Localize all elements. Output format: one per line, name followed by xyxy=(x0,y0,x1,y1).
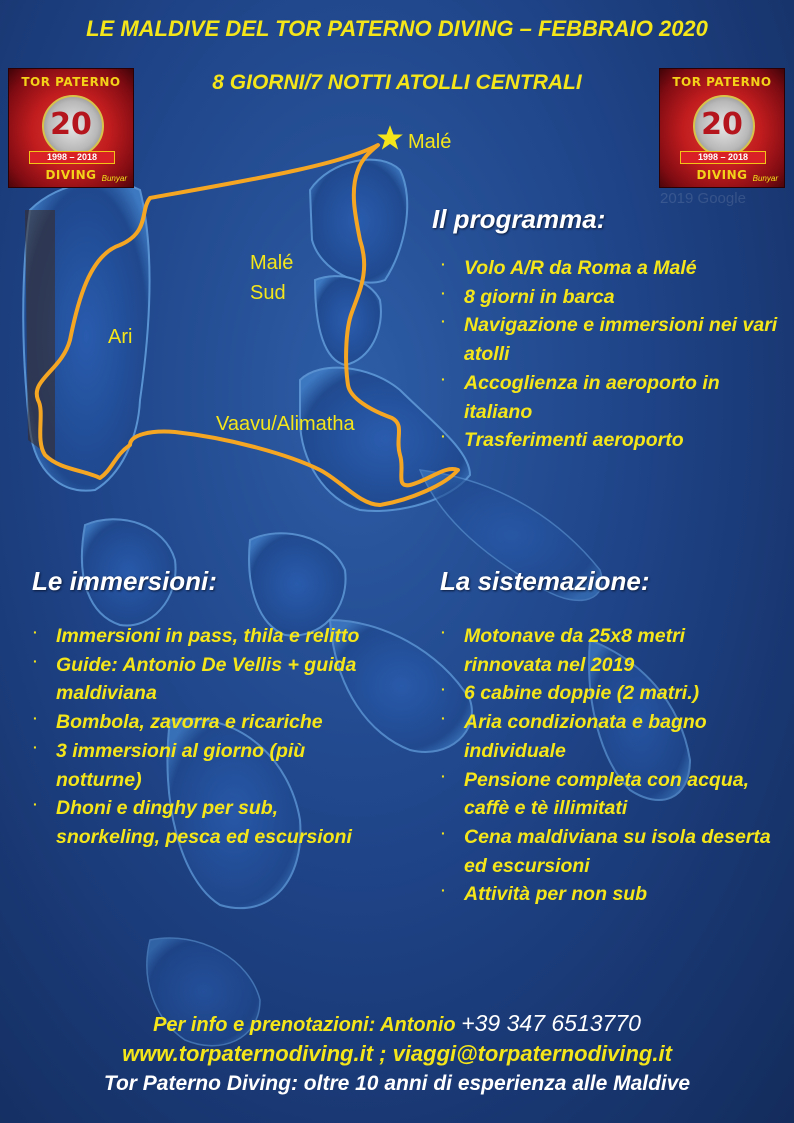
logo-band: 1998 – 2018 xyxy=(29,151,115,164)
male-star-icon xyxy=(376,124,404,152)
logo-signature: Bunyar xyxy=(752,174,778,183)
anniversary-logo-right xyxy=(659,68,785,188)
sistemazione-heading: La sistemazione: xyxy=(440,566,650,596)
contact-line xyxy=(0,1010,794,1037)
anniversary-logo-left xyxy=(8,68,134,188)
list-item: · 8 giorni in barca xyxy=(438,283,778,312)
list-item: · Volo A/R da Roma a Malé xyxy=(438,254,778,283)
list-item: · Trasferimenti aeroporto xyxy=(438,426,778,455)
map-label-vaavu: Vaavu/Alimatha xyxy=(216,413,355,435)
map-label-male: Malé xyxy=(408,131,452,153)
map-label-ari: Ari xyxy=(108,326,133,348)
list-item: · 6 cabine doppie (2 matri.) xyxy=(438,679,778,708)
map-label-male-sud-2: Sud xyxy=(250,282,286,304)
logo-bottom-text: DIVING xyxy=(45,168,97,182)
programma-heading: Il programma: xyxy=(432,204,606,234)
logo-top-text: TOR PATERNO xyxy=(21,75,121,89)
logo-signature: Bunyar xyxy=(101,174,127,183)
tagline: Tor Paterno Diving: oltre 10 anni di esperienza alle Maldive xyxy=(103,1072,691,1095)
list-item: · Dhoni e dinghy per sub, snorkeling, pesca ed escursioni xyxy=(30,794,375,851)
page-title: LE MALDIVE DEL TOR PATERNO DIVING – FEBBRAIO 2020 xyxy=(86,16,708,41)
list-item: · Cena maldiviana su isola deserta ed escursioni xyxy=(438,823,778,880)
list-item: · Accoglienza in aeroporto in italiano xyxy=(438,369,778,426)
map-label-male-sud-1: Malé xyxy=(250,252,294,274)
list-item: · Immersioni in pass, thila e relitto xyxy=(30,622,375,651)
list-item: · Pensione completa con acqua, caffè e tè illimitati xyxy=(438,766,778,823)
immersioni-list xyxy=(30,622,375,852)
list-item: · Motonave da 25x8 metri rinnovata nel 2019 xyxy=(438,622,778,679)
logo-bottom-text: DIVING xyxy=(696,168,748,182)
sistemazione-list xyxy=(438,622,778,909)
logo-number: 20 xyxy=(50,107,92,142)
contact-phone[interactable]: +39 347 6513770 xyxy=(461,1010,641,1036)
contact-label: Per info e prenotazioni: Antonio xyxy=(153,1014,456,1036)
web-email-line[interactable]: www.torpaternodiving.it ; viaggi@torpaternodiving.it xyxy=(122,1041,672,1066)
logo-top-text: TOR PATERNO xyxy=(672,75,772,89)
logo-band: 1998 – 2018 xyxy=(680,151,766,164)
list-item: · Aria condizionata e bagno individuale xyxy=(438,708,778,765)
list-item: · 3 immersioni al giorno (più notturne) xyxy=(30,737,375,794)
map-watermark: 2019 Google xyxy=(660,190,746,207)
programma-list xyxy=(438,254,778,455)
list-item: · Attività per non sub xyxy=(438,880,778,909)
page-subtitle: 8 GIORNI/7 NOTTI ATOLLI CENTRALI xyxy=(212,71,582,94)
logo-number: 20 xyxy=(701,107,743,142)
list-item: · Navigazione e immersioni nei vari atolli xyxy=(438,311,778,368)
list-item: · Bombola, zavorra e ricariche xyxy=(30,708,375,737)
immersioni-heading: Le immersioni: xyxy=(32,566,217,596)
list-item: · Guide: Antonio De Vellis + guida maldiviana xyxy=(30,651,375,708)
north-male-atoll xyxy=(310,160,407,283)
